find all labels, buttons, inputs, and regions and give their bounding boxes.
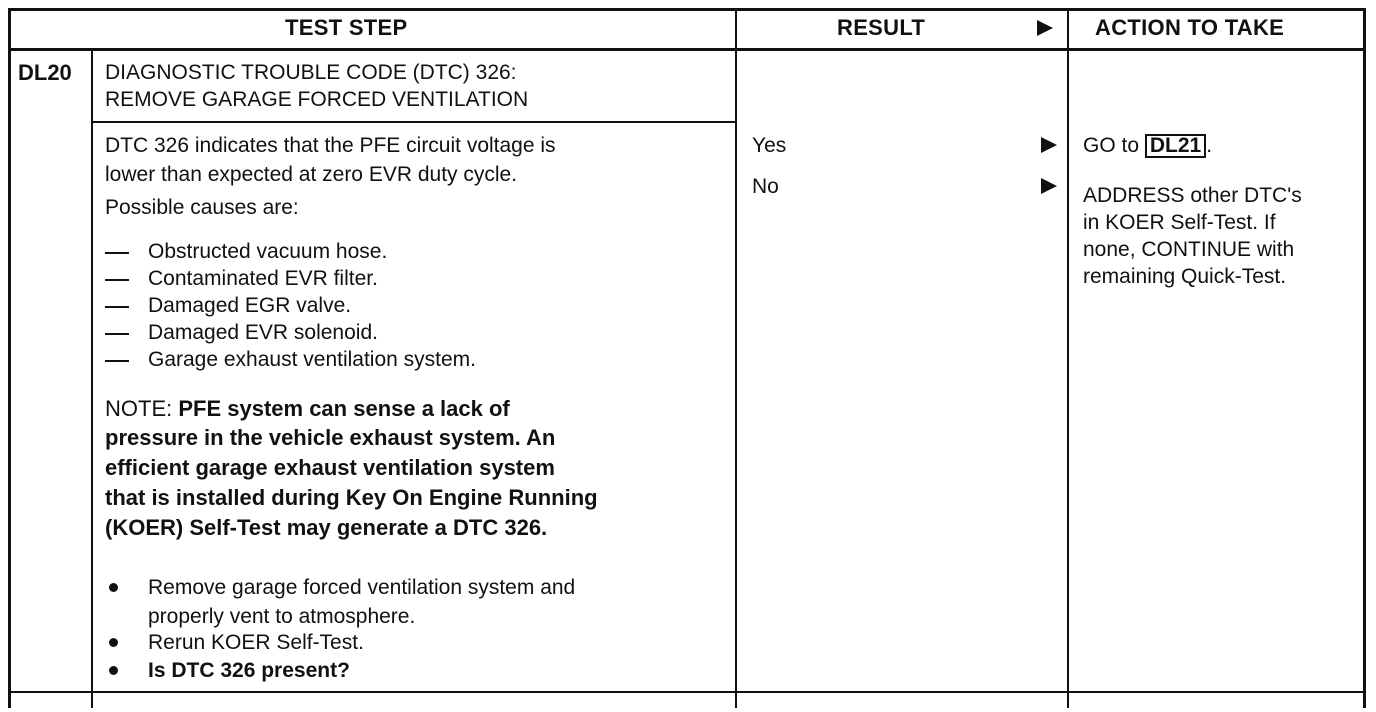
bullet-question: Is DTC 326 present?: [148, 659, 350, 682]
cause-item: Contaminated EVR filter.: [148, 267, 378, 290]
note-text: PFE system can sense a lack of: [178, 396, 510, 421]
step-reference-link[interactable]: DL21: [1145, 134, 1206, 158]
dash-icon: [105, 279, 129, 281]
dash-icon: [105, 306, 129, 308]
table-top-border: [8, 8, 1366, 11]
action-no-line-3: none, CONTINUE with: [1083, 238, 1295, 261]
description-line-2: lower than expected at zero EVR duty cycle.: [105, 163, 518, 186]
note-line-2: pressure in the vehicle exhaust system. An: [105, 425, 556, 450]
header-arrow-icon: [1037, 20, 1053, 36]
bullet-item: Rerun KOER Self-Test.: [148, 631, 364, 654]
note-line-4: that is installed during Key On Engine Running: [105, 485, 598, 510]
action-column-divider: [1067, 8, 1069, 708]
bullet-icon: [109, 666, 118, 675]
note-line-1: [105, 395, 510, 422]
action-no-line-4: remaining Quick-Test.: [1083, 265, 1287, 288]
description-line-1: DTC 326 indicates that the PFE circuit voltage is: [105, 134, 556, 157]
cause-item: Damaged EVR solenoid.: [148, 321, 378, 344]
step-id: DL20: [18, 60, 72, 85]
action-yes-suffix: .: [1206, 134, 1213, 157]
table-bottom-border: [8, 691, 1366, 693]
step-title-bottom-border: [91, 121, 737, 123]
result-yes: Yes: [752, 134, 787, 157]
causes-intro: Possible causes are:: [105, 196, 299, 219]
table-left-border: [8, 8, 11, 708]
bullet-item-line-2: properly vent to atmosphere.: [148, 605, 416, 628]
action-yes: [1083, 133, 1212, 158]
bullet-icon: [109, 583, 118, 592]
header-test-step: TEST STEP: [285, 15, 408, 40]
note-line-3: efficient garage exhaust ventilation system: [105, 455, 555, 480]
result-yes-arrow-icon: [1041, 137, 1057, 153]
action-no-line-2: in KOER Self-Test. If: [1083, 211, 1276, 234]
dash-icon: [105, 360, 129, 362]
note-line-5: (KOER) Self-Test may generate a DTC 326.: [105, 515, 548, 540]
cause-item: Damaged EGR valve.: [148, 294, 352, 317]
bullet-icon: [109, 638, 118, 647]
action-yes-prefix: GO to: [1083, 134, 1140, 157]
step-title-line-1: DIAGNOSTIC TROUBLE CODE (DTC) 326:: [105, 61, 517, 84]
step-id-divider: [91, 48, 93, 708]
dash-icon: [105, 252, 129, 254]
action-no-line-1: ADDRESS other DTC's: [1083, 184, 1302, 207]
result-column-divider: [735, 8, 737, 708]
bullet-item-line-1: Remove garage forced ventilation system and: [148, 576, 576, 599]
note-label: NOTE:: [105, 396, 173, 421]
cause-item: Garage exhaust ventilation system.: [148, 348, 477, 371]
dash-icon: [105, 333, 129, 335]
header-bottom-border: [8, 48, 1366, 51]
header-action-to-take: ACTION TO TAKE: [1095, 15, 1285, 40]
result-no-arrow-icon: [1041, 178, 1057, 194]
step-title-line-2: REMOVE GARAGE FORCED VENTILATION: [105, 88, 529, 111]
header-result: RESULT: [837, 15, 926, 40]
result-no: No: [752, 175, 779, 198]
cause-item: Obstructed vacuum hose.: [148, 240, 388, 263]
table-right-border: [1363, 8, 1366, 708]
